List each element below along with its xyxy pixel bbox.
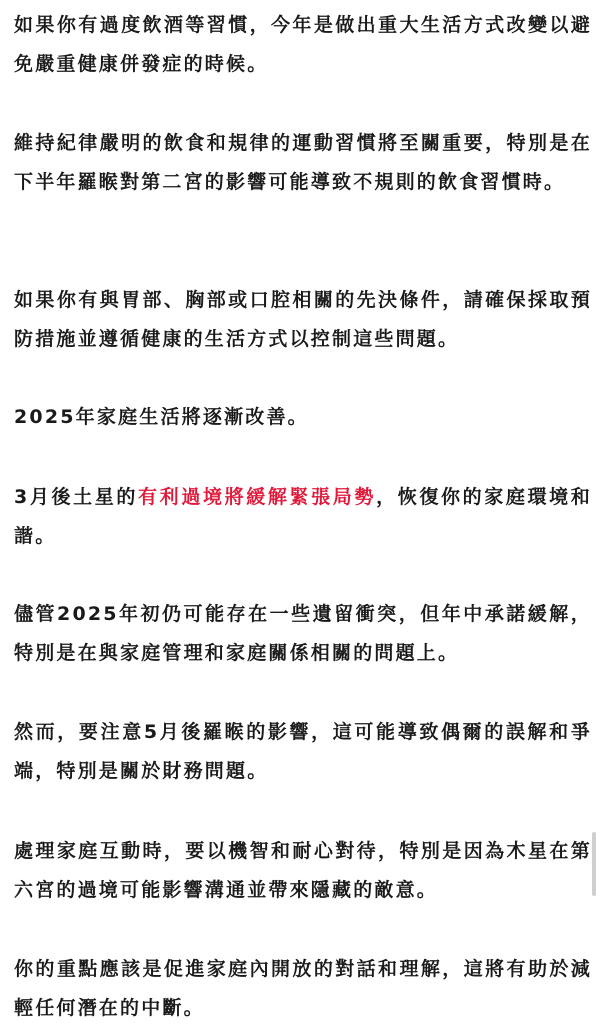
paragraph-jupiter-transit: 處理家庭互動時，要以機智和耐心對待，特別是因為木星在第六宮的過境可能影響溝通並帶來隱藏的敵意。 xyxy=(14,840,592,901)
paragraph-rahu-influence: 然而，要注意5月後羅睺的影響，這可能導致偶爾的誤解和爭端，特別是關於財務問題。 xyxy=(14,721,592,782)
paragraph-family-improve: 2025年家庭生活將逐漸改善。 xyxy=(14,406,309,428)
paragraph-diet-exercise: 維持紀律嚴明的飲食和規律的運動習慣將至關重要，特別是在下半年羅睺對第二宮的影響可能導致不規則的飲食習慣時。 xyxy=(14,132,592,193)
scrollbar-thumb[interactable] xyxy=(592,832,596,896)
paragraph-early-conflicts: 儘管2025年初仍可能存在一些遺留衝突，但年中承諾緩解，特別是在與家庭管理和家庭關係相關的問題上。 xyxy=(14,603,592,664)
paragraph-drinking-habits: 如果你有過度飲酒等習慣，今年是做出重大生活方式改變以避免嚴重健康併發症的時候。 xyxy=(14,14,592,75)
highlighted-phrase: 有利過境將緩解緊張局勢 xyxy=(138,486,377,508)
paragraph-saturn-transit xyxy=(14,478,592,556)
saturn-text-before: 3月後土星的 xyxy=(14,486,139,508)
saturn-text-after: ，恢復你的家庭環境和諧。 xyxy=(14,486,592,547)
paragraph-open-dialogue: 你的重點應該是促進家庭內開放的對話和理解，這將有助於減輕任何潛在的中斷。 xyxy=(14,958,592,1019)
paragraph-preconditions: 如果你有與胃部、胸部或口腔相關的先決條件，請確保採取預防措施並遵循健康的生活方式以控制這些問題。 xyxy=(14,289,592,350)
